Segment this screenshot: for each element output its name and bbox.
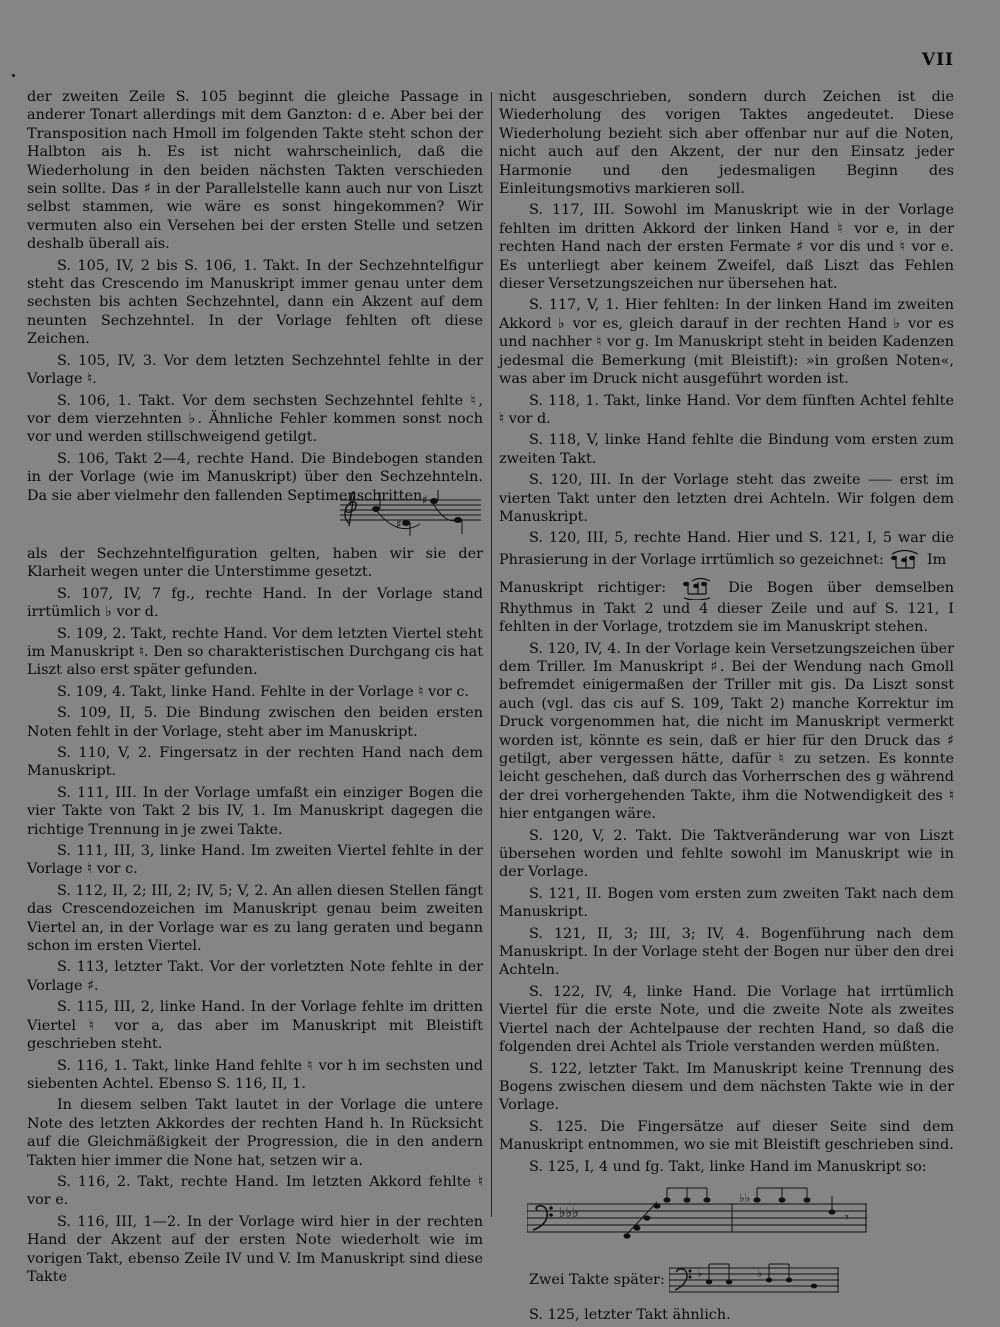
svg-text:♭♭♭: ♭♭♭ (559, 1204, 579, 1221)
svg-text:♯: ♯ (422, 492, 428, 507)
paragraph: In diesem selben Takt lautet in der Vorlage die untere Note des letzten Akkordes der rechten Hand h. In Rücksicht auf die Gleichmäßigkeit der Progression, die in den andern Takten hier immer die None hat, setzen wir a. (27, 1097, 483, 1169)
paragraph: S. 117, III. Sowohl im Manuskript wie in der Vorlage fehlten im dritten Akkord der linken Hand ♮ vor e, in der rechten Hand nach der ersten Fermate ♯ vor dis und ♮ vor e. Es unterliegt aber keinem Zweifel, daß Liszt das Fehlen dieser Versetzungszeichen nur übersehen hat. (499, 202, 954, 293)
text-run: Zwei Takte später: (529, 1271, 665, 1288)
paragraph (499, 576, 954, 637)
page-number: VII (921, 50, 954, 70)
text-run: Manuskript richtiger: (499, 579, 667, 596)
paragraph: S. 120, V, 2. Takt. Die Taktveränderung war von Liszt übersehen worden und fehlte sowohl im Manuskript wie in der Vorlage. (499, 827, 954, 881)
paragraph: S. 122, letzter Takt. Im Manuskript keine Trennung des Bogens zwischen diesem und dem nächsten Takte wie in der Vorlage. (499, 1060, 954, 1114)
paragraph: S. 125, I, 4 und fg. Takt, linke Hand im Manuskript so: (529, 1158, 927, 1175)
paragraph: S. 120, III. In der Vorlage steht das zweite ⸺ erst im vierten Takt unter den letzten drei Achteln. Wir folgen dem Manuskript. (499, 472, 954, 525)
paragraph: S. 111, III, 3, linke Hand. Im zweiten Viertel fehlte in der Vorlage ♮ vor c. (27, 843, 483, 878)
paragraph: S. 113, letzter Takt. Vor der vorletzten Note fehlte in der Vorlage ♯. (27, 959, 483, 994)
paragraph: S. 116, III, 1—2. In der Vorlage wird hier in der rechten Hand der Akzent auf der ersten Note wiederholt wie im vorigen Takt, ebenso Zeile IV und V. Im Manuskript sind diese Takte (27, 1213, 483, 1285)
paragraph: S. 117, V, 1. Hier fehlten: In der linken Hand im zweiten Akkord ♭ vor es, gleich darauf in der rechten Hand ♭ vor es und nachher ♮ vor g. Im Manuskript steht in beiden Kadenzen jedesmal die Bemerkung (mit Bleistift): »in großen Noten«, was aber im Druck nicht ausgeführt worden ist. (499, 297, 954, 388)
paragraph: S. 106, 1. Takt. Vor dem sechsten Sechzehntel fehlte ♮, vor dem vierzehnten ♭. Ähnliche Fehler kommen sonst noch vor und werden stillschweigend getilgt. (27, 392, 483, 446)
column-divider (491, 92, 492, 1217)
paragraph: S. 125, letzter Takt ähnlich. (529, 1306, 731, 1323)
phrasing-correct-figure (680, 576, 714, 600)
paragraph: S. 105, IV, 3. Vor dem letzten Sechzehntel fehlte in der Vorlage ♮. (27, 352, 483, 388)
paragraph: S. 109, II, 5. Die Bindung zwischen den beiden ersten Noten fehlt in der Vorlage, steht aber im Manuskript. (27, 705, 483, 740)
paragraph: S. 115, III, 2, linke Hand. In der Vorlage fehlte im dritten Viertel ♮ vor a, das aber im Manuskript mit Bleistift geschrieben steht. (27, 999, 483, 1053)
text-run: Die Bogen über demselben Rhythmus in Takt 2 und 4 dieser Zeile und auf S. 121, I fehlten in der Vorlage, trotzdem sie im Manuskript stehen. (499, 579, 954, 636)
paragraph: S. 105, IV, 2 bis S. 106, 1. Takt. In der Sechzehntelfigur steht das Crescendo im Manuskript immer genau unter dem sechsten bis achten Sechzehntel, dann ein Akzent auf dem neunten Sechzehntel. In der Vorlage fehlten oft diese Zeichen. (27, 257, 483, 348)
paragraph: S. 111, III. In der Vorlage umfaßt ein einziger Bogen die vier Takte von Takt 2 bis IV, 1. Im Manuskript dagegen die richtige Trennung in je zwei Takte. (27, 784, 483, 838)
paragraph: S. 109, 2. Takt, rechte Hand. Vor dem letzten Viertel steht im Manuskript ♮. Den so charakteristischen Durchgang cis hat Liszt also erst später gefunden. (27, 625, 483, 679)
paragraph: S. 106, Takt 2—4, rechte Hand. Die Bindebogen standen in der Vorlage (wie im Manuskript) über den Sechzehnteln. Da sie aber vielmehr den fallenden Septimenschritten (27, 450, 483, 504)
text-run: Im (926, 551, 947, 568)
right-column (499, 88, 954, 1327)
paragraph: S. 121, II. Bogen vom ersten zum zweiten Takt nach dem Manuskript. (499, 885, 954, 921)
phrasing-wrong-figure (888, 548, 922, 572)
paragraph (499, 529, 954, 571)
paragraph: S. 109, 4. Takt, linke Hand. Fehlte in der Vorlage ♮ vor c. (57, 683, 469, 700)
paragraph-with-music (27, 450, 483, 582)
paragraph: S. 112, II, 2; III, 2; IV, 5; V, 2. An allen diesen Stellen fängt das Crescendozeichen im Manuskript genau beim zweiten Viertel an, in der Vorlage war es zu lang geraten und begann schon im ersten Viertel. (27, 882, 483, 955)
paragraph: der zweiten Zeile S. 105 beginnt die gleiche Passage in anderer Tonart allerdings mit dem Ganzton: d e. Aber bei der Transposition nach Hmoll im folgenden Takte steht schon der Halbton ais h. Es ist nicht wahrscheinlich, daß die Wiederholung in den beiden nächsten Takten verschieden sein sollte. Das ♯ in der Parallelstelle kann auch nur von Liszt selbst stammen, wie wäre es sonst hingekommen? Wir vermuten also ein Versehen bei der ersten Stelle und setzen deshalb überall ais. (27, 89, 483, 253)
svg-text:♭: ♭ (697, 1266, 703, 1280)
paragraph: S. 107, IV, 7 fg., rechte Hand. In der Vorlage stand irrtümlich ♭ vor d. (27, 585, 483, 621)
paragraph-with-music (499, 1260, 954, 1300)
svg-text:♭: ♭ (757, 1266, 763, 1280)
music-excerpt-bass-two-bars (527, 1184, 867, 1254)
margin-dot (12, 74, 15, 77)
paragraph: S. 116, 1. Takt, linke Hand fehlte ♮ vor h im sechsten und siebenten Achtel. Ebenso S. 116, II, 1. (27, 1057, 483, 1092)
paragraph: S. 118, V, linke Hand fehlte die Bindung vom ersten zum zweiten Takt. (499, 432, 954, 467)
paragraph: S. 110, V, 2. Fingersatz in der rechten Hand nach dem Manuskript. (27, 745, 483, 780)
paragraph: S. 118, 1. Takt, linke Hand. Vor dem fünften Achtel fehlte ♮ vor d. (499, 392, 954, 427)
paragraph: nicht ausgeschrieben, sondern durch Zeichen ist die Wiederholung des vorigen Taktes angedeutet. Diese Wiederholung bezieht sich aber offenbar nur auf die Noten, nicht auch auf den Akzent, der nur den Einsatz jeder Harmonie und den jedesmaligen Beginn des Einleitungsmotivs markieren soll. (499, 89, 954, 198)
svg-text:♭♭: ♭♭ (739, 1190, 751, 1205)
paragraph: S. 125. Die Fingersätze auf dieser Seite sind dem Manuskript entnommen, wo sie mit Bleistift geschrieben sind. (499, 1118, 954, 1154)
svg-text:♯: ♯ (396, 516, 402, 531)
paragraph: S. 116, 2. Takt, rechte Hand. Im letzten Akkord fehlte ♮ vor e. (27, 1173, 483, 1209)
svg-text:𝄾: 𝄾 (845, 1209, 849, 1226)
left-column (27, 88, 483, 1289)
paragraph: als der Sechzehntelfiguration gelten, haben wir sie der Klarheit wegen unter die Unterstimme gesetzt. (27, 545, 483, 581)
paragraph: S. 120, IV, 4. In der Vorlage kein Versetzungszeichen über dem Triller. Im Manuskript ♯. Bei der Wendung nach Gmoll befremdet einigermaßen der Triller mit gis. Da Liszt sonst auch (vgl. das cis auf S. 109, Takt 2) manche Korrektur im Druck vorgenommen hat, die nicht im Manuskript vermerkt worden ist, könnte es sein, daß er hier für den Druck das ♯ getilgt, aber vergessen hätte, dafür ♮ zu setzen. Es konnte leicht geschehen, daß durch das Vorherrschen des g während der drei vorhergehenden Takte, ihm die Notwendigkeit des ♮ hier entgangen wäre. (499, 640, 954, 823)
music-excerpt-septime (338, 488, 483, 540)
paragraph: S. 121, II, 3; III, 3; IV, 4. Bogenführung nach dem Manuskript. In der Vorlage steht der Bogen nur über den drei Achteln. (499, 925, 954, 979)
music-excerpt-bass-one-bar (669, 1260, 839, 1300)
text-run: S. 120, III, 5, rechte Hand. Hier und S. 121, I, 5 war die Phrasierung in der Vorlage irrtümlich so gezeichnet: (499, 530, 954, 568)
paragraph: S. 122, IV, 4, linke Hand. Die Vorlage hat irrtümlich Viertel für die erste Note, und die zweite Note als zweites Viertel nach der Achtelpause der rechten Hand, so daß die folgenden drei Achtel als Triole verstanden werden müßten. (499, 983, 954, 1056)
